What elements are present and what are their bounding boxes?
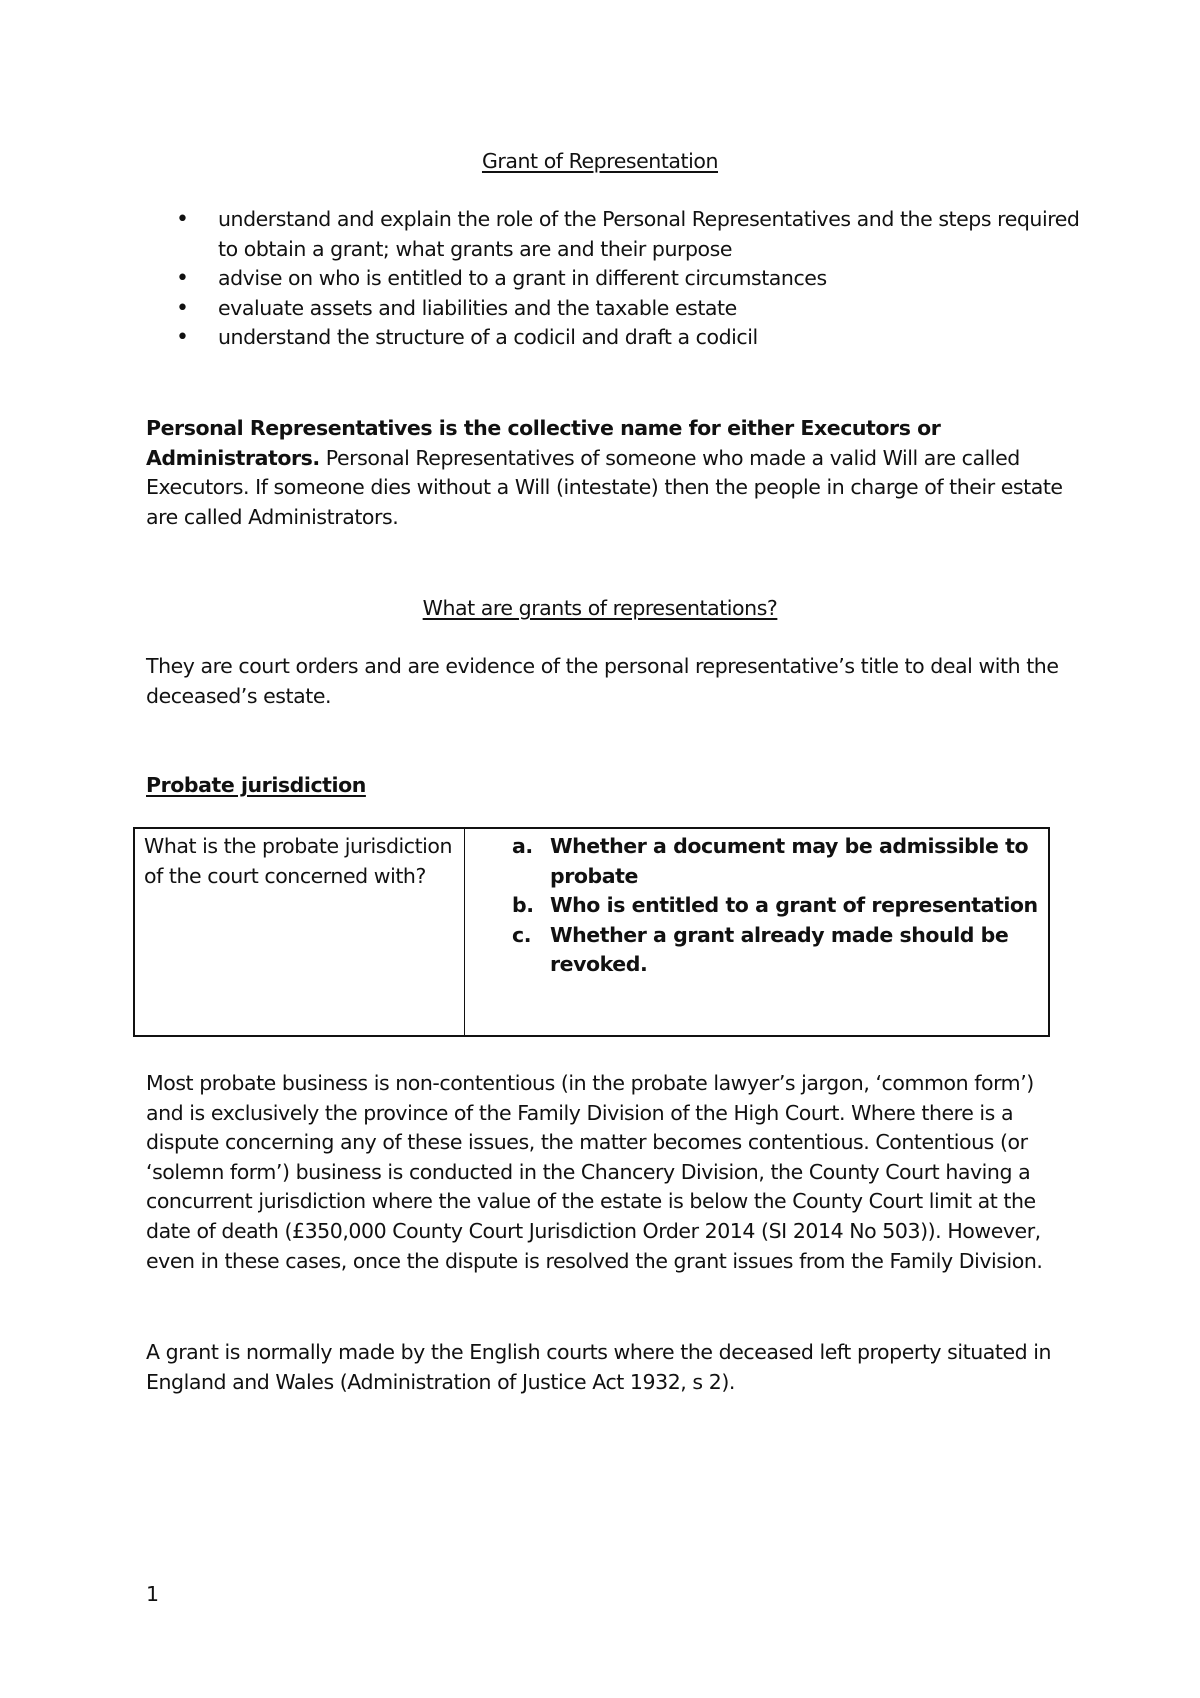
answer-item <box>512 891 1040 921</box>
answer-marker: c. <box>512 922 532 947</box>
probate-jurisdiction-table <box>133 827 1050 1037</box>
answer-marker: a. <box>512 834 533 858</box>
contentious-paragraph: Most probate business is non-contentious (in the probate lawyer’s jargon, ‘common form’) and is exclusively the province of the Family Division of the High Court. Where there is a dispute concerning any of these issues, the matter becomes contentious. Contentious (or ‘solemn form’) business is conducted in the Chancery Division, the County Court having a concurrent jurisdiction where the value of the estate is below the County Court limit at the date of death (£350,000 County Court Jurisdiction Order 2014 (SI 2014 No 503)). However, even in these cases, once the dispute is resolved the grant issues from the Family Division. <box>146 1071 1043 1273</box>
grants-paragraph: They are court orders and are evidence of the personal representative’s title to deal with the deceased’s estate. <box>146 654 1059 708</box>
question-cell: What is the probate jurisdiction of the court concerned with? <box>134 828 465 1036</box>
grants-heading: What are grants of representations? <box>422 596 778 620</box>
objective-item: • evaluate assets and liabilities and the taxable estate <box>218 294 1098 324</box>
answer-text: Whether a grant already made should be revoked. <box>550 922 1009 977</box>
objective-item: • advise on who is entitled to a grant in different circumstances <box>218 264 1098 294</box>
answer-text: Whether a document may be admissible to probate <box>550 834 1029 888</box>
objectives-list <box>146 205 1098 353</box>
answer-item <box>512 832 1040 891</box>
personal-representatives-paragraph <box>146 414 1076 532</box>
answers-cell <box>465 828 1050 1036</box>
objective-item: • understand the structure of a codicil and draft a codicil <box>218 323 1098 353</box>
table-row <box>134 828 1049 1036</box>
objective-item: • understand and explain the role of the Personal Representatives and the steps required to obtain a grant; what grants are and their purpose <box>218 205 1098 264</box>
english-courts-paragraph: A grant is normally made by the English courts where the deceased left property situated in England and Wales (Administration of Justice Act 1932, s 2). <box>146 1340 1052 1394</box>
answer-marker: b. <box>512 893 534 918</box>
personal-representatives-lead: Personal Representatives is the collective name for either Executors or Administrators. <box>146 416 941 470</box>
answer-item <box>512 921 1040 980</box>
probate-jurisdiction-heading: Probate jurisdiction <box>146 773 366 797</box>
answers-list <box>474 832 1040 980</box>
personal-representatives-rest: Personal Representatives of someone who made a valid Will are called Executors. If someone dies without a Will (intestate) then the people in charge of their estate are called Administrators. <box>146 445 1063 529</box>
page-number: 1 <box>146 1582 159 1606</box>
page-title: Grant of Representation <box>481 149 719 173</box>
answer-text: Who is entitled to a grant of representation <box>550 893 1038 918</box>
